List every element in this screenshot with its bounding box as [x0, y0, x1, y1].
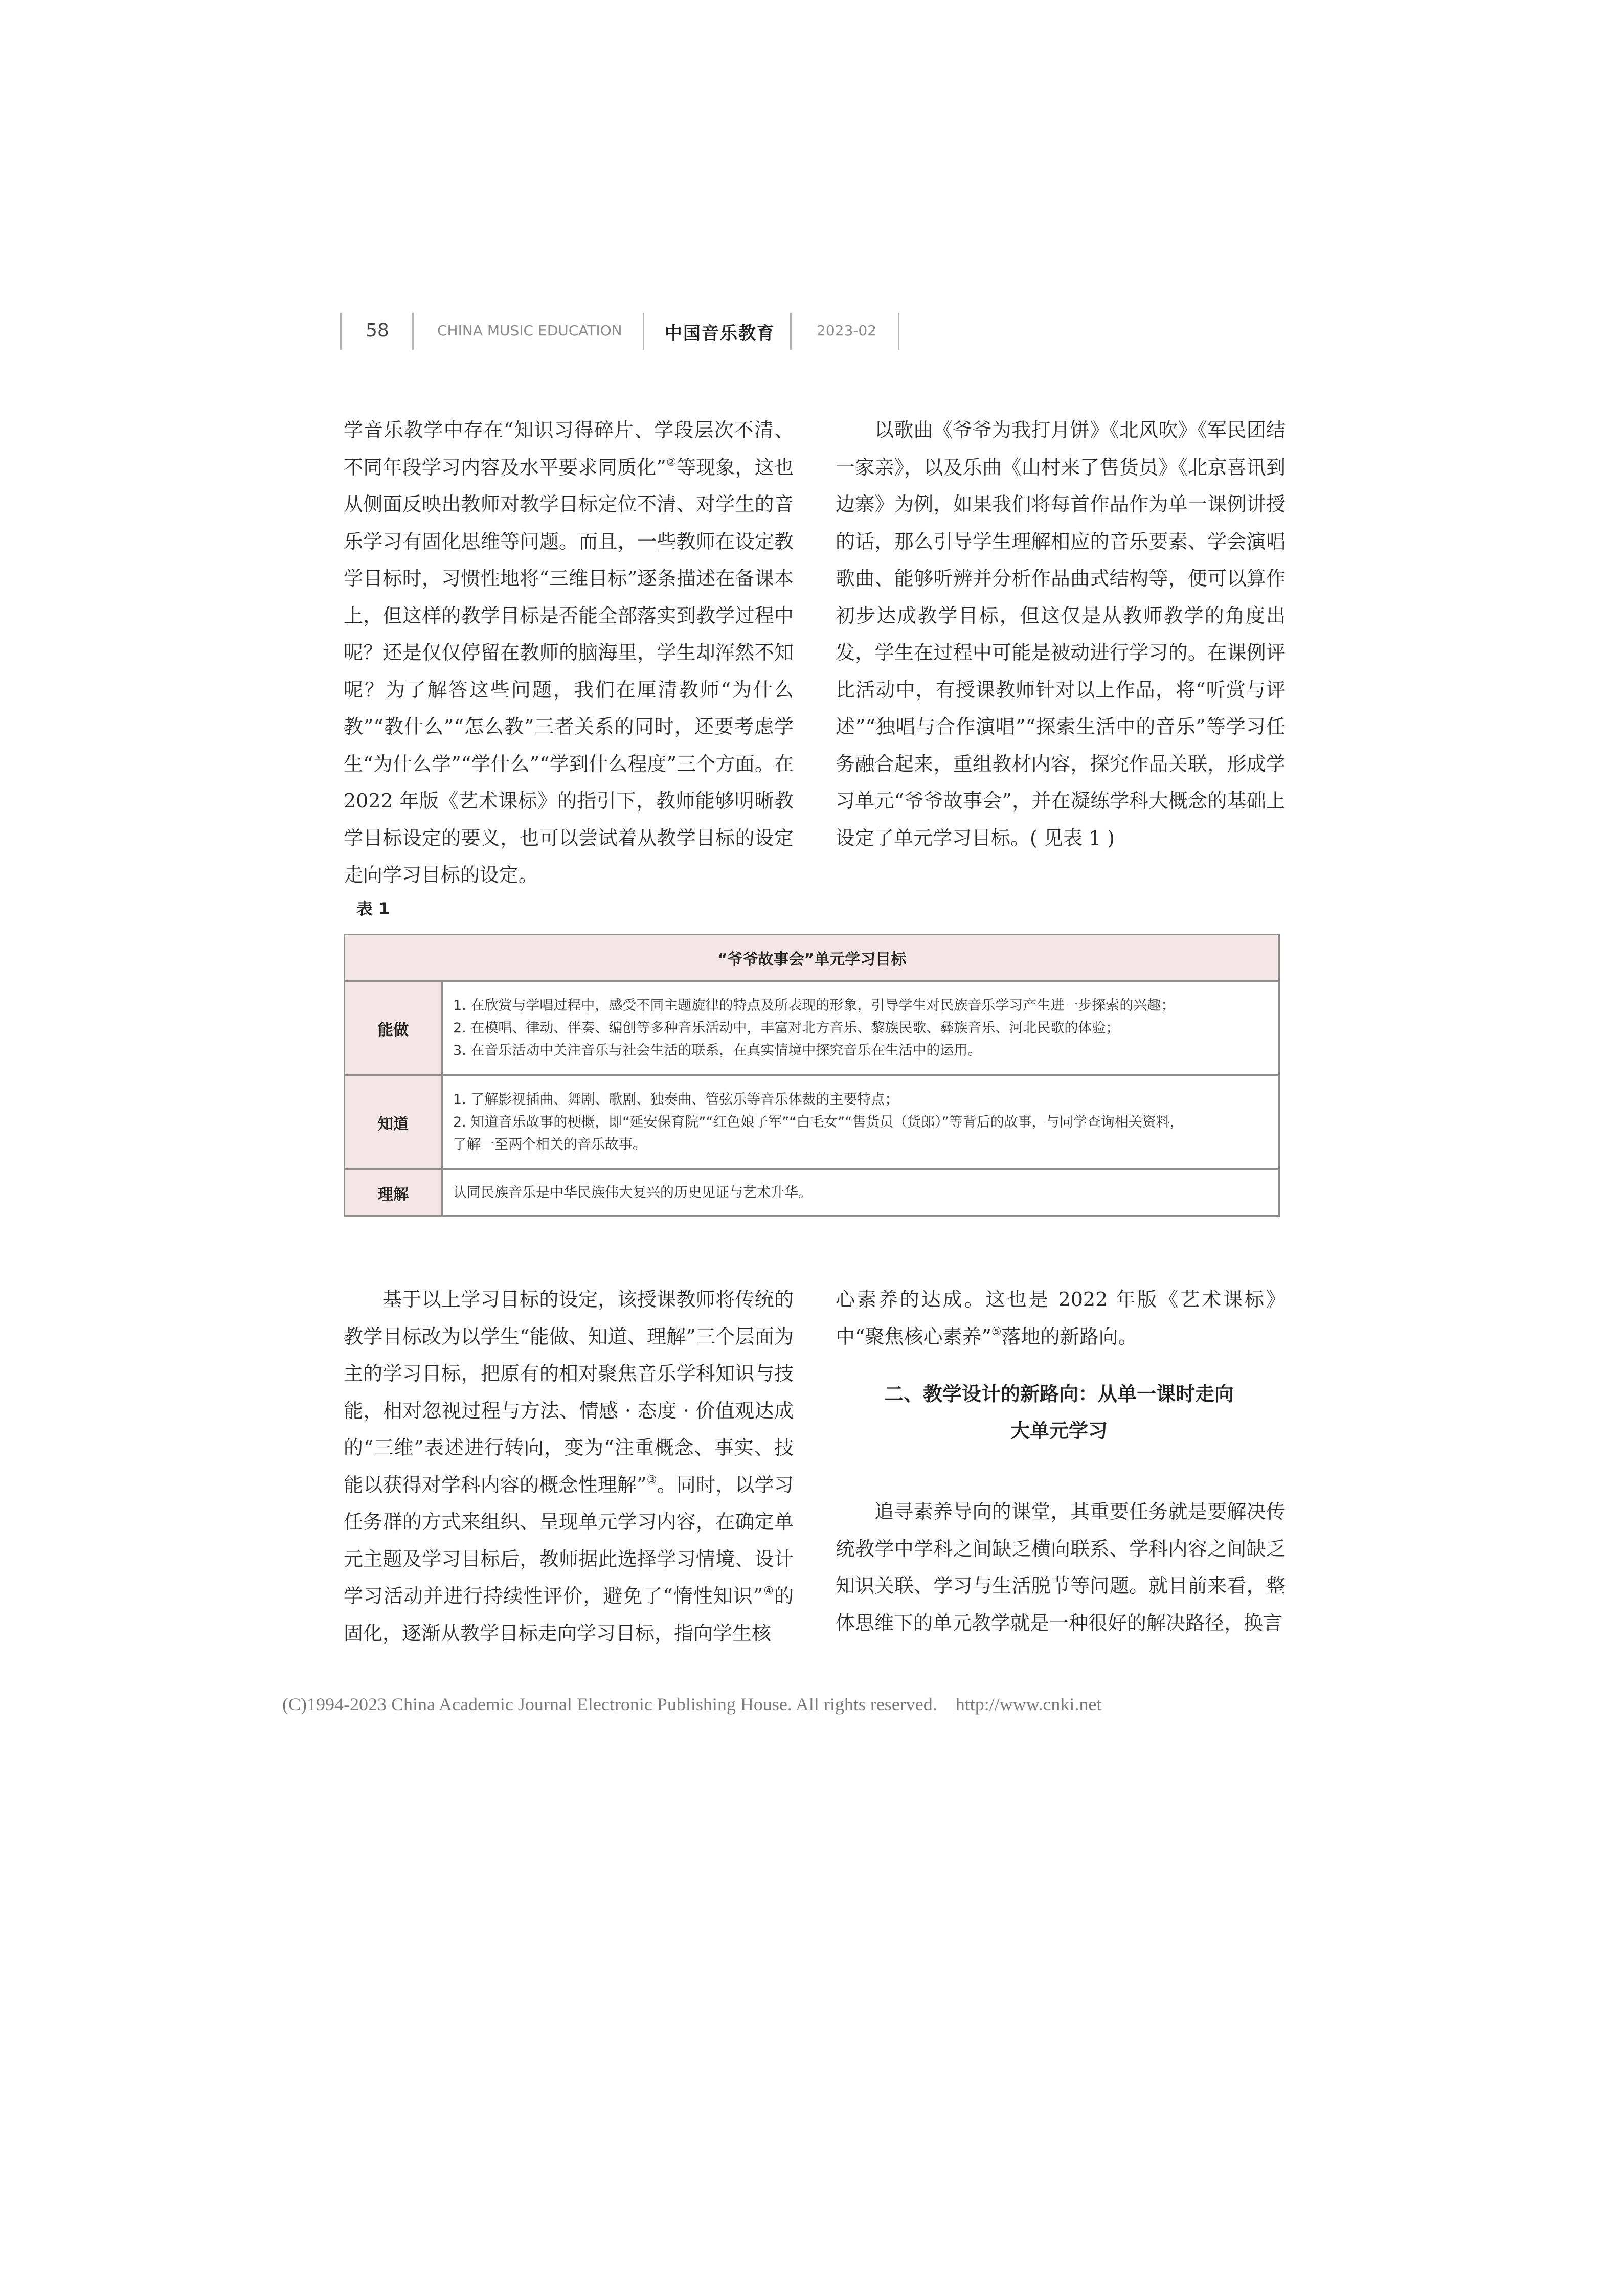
row-key: 理解 [345, 1169, 442, 1217]
header-divider [412, 313, 414, 350]
table-row [345, 1169, 1279, 1217]
footnote-ref: ⑤ [991, 1325, 1002, 1338]
issue-date: 2023-02 [817, 322, 876, 339]
top-left-column [344, 412, 794, 894]
header-divider [340, 313, 342, 350]
paragraph: 基于以上学习目标的设定，该授课教师将传统的教学目标改为以学生“能做、知道、理解”三个层面为主的学习目标，把原有的相对聚焦音乐学科知识与技能，相对忽视过程与方法、情感 · 态度 · 价值观达成的“三维”表述进行转向，变为“注重概念、事实、技能以获得对学科内容的概念性理解”③。同时，以学习任务群的方式来组织、呈现单元学习内容，在确定单元主题及学习目标后，教师据此选择学习情境、设计学习活动并进行持续性评价，避免了“惰性知识”④的固化，逐渐从教学目标走向学习目标，指向学生核 [344, 1288, 794, 1645]
bottom-right-column-top [836, 1281, 1286, 1355]
paragraph: 以歌曲《爷爷为我打月饼》《北风吹》《军民团结一家亲》，以及乐曲《山村来了售货员》《北京喜讯到边寨》为例，如果我们将每首作品作为单一课例讲授的话，那么引导学生理解相应的音乐要素、学会演唱歌曲、能够听辨并分析作品曲式结构等，便可以算作初步达成教学目标，但这仅是从教师教学的角度出发，学生在过程中可能是被动进行学习的。在课例评比活动中，有授课教师针对以上作品，将“听赏与评述”“独唱与合作演唱”“探索生活中的音乐”等学习任务融合起来，重组教材内容，探究作品关联，形成学习单元“爷爷故事会”，并在凝练学科大概念的基础上设定了单元学习目标。( 见表 1 ) [836, 419, 1286, 849]
table-header-row [345, 935, 1279, 981]
header-divider [643, 313, 644, 350]
learning-goals-table [344, 934, 1280, 1217]
paragraph: 心素养的达成。这也是 2022 年版《艺术课标》中“聚焦核心素养”⑤落地的新路向。 [836, 1288, 1286, 1348]
goal-item: 1. 在欣赏与学唱过程中，感受不同主题旋律的特点及所表现的形象，引导学生对民族音乐学习产生进一步探索的兴趣； [453, 997, 1175, 1014]
footnote-ref: ④ [763, 1585, 774, 1597]
header-divider [898, 313, 899, 350]
row-content [442, 1169, 1279, 1217]
goal-item: 认同民族音乐是中华民族伟大复兴的历史见证与艺术升华。 [453, 1184, 812, 1201]
header-divider [790, 313, 792, 350]
table-row [345, 981, 1279, 1075]
goal-item: 2. 知道音乐故事的梗概，即“延安保育院”“红色娘子军”“白毛女”“售货员（货郎）”等背后的故事，与同学查询相关资料， [453, 1114, 1184, 1130]
footer-url: http://www.cnki.net [955, 1694, 1102, 1715]
paragraph: 学音乐教学中存在“知识习得碎片、学段层次不清、不同年段学习内容及水平要求同质化”②等现象，这也从侧面反映出教师对教学目标定位不清、对学生的音乐学习有固化思维等问题。而且，一些教师在设定教学目标时，习惯性地将“三维目标”逐条描述在备课本上，但这样的教学目标是否能全部落实到教学过程中呢？还是仅仅停留在教师的脑海里，学生却浑然不知呢？为了解答这些问题，我们在厘清教师“为什么教”“教什么”“怎么教”三者关系的同时，还要考虑学生“为什么学”“学什么”“学到什么程度”三个方面。在 2022 年版《艺术课标》的指引下，教师能够明晰教学目标设定的要义，也可以尝试着从教学目标的设定走向学习目标的设定。 [344, 419, 794, 886]
table-caption: “爷爷故事会”单元学习目标 [345, 935, 1279, 981]
paragraph: 追寻素养导向的课堂，其重要任务就是要解决传统教学中学科之间缺乏横向联系、学科内容之间缺乏知识关联、学习与生活脱节等问题。就目前来看，整体思维下的单元教学就是一种很好的解决路径，换言 [836, 1500, 1286, 1634]
row-key: 能做 [345, 981, 442, 1075]
goal-item: 3. 在音乐活动中关注音乐与社会生活的联系，在真实情境中探究音乐在生活中的运用。 [453, 1042, 982, 1059]
table-row [345, 1075, 1279, 1169]
bottom-left-column [344, 1281, 794, 1652]
bottom-right-column-bottom [836, 1493, 1286, 1641]
row-key: 知道 [345, 1075, 442, 1169]
journal-name-en: CHINA MUSIC EDUCATION [437, 322, 622, 339]
goal-item: 了解一至两个相关的音乐故事。 [453, 1136, 646, 1153]
section-heading: 二、教学设计的新路向：从单一课时走向 大单元学习 [884, 1383, 1234, 1442]
running-header [0, 313, 1623, 359]
journal-logo: 中国音乐教育 [665, 323, 775, 344]
copyright-footer: (C)1994-2023 China Academic Journal Electronic Publishing House. All rights reserved. http://www.cnki.net [282, 1694, 1102, 1715]
row-content [442, 1075, 1279, 1169]
goal-item: 2. 在模唱、律动、伴奏、编创等多种音乐活动中，丰富对北方音乐、黎族民歌、彝族音乐、河北民歌的体验； [453, 1020, 1120, 1036]
row-content [442, 981, 1279, 1075]
table-label: 表 1 [356, 899, 390, 918]
page-number: 58 [366, 320, 389, 341]
footnote-ref: ③ [646, 1473, 657, 1487]
top-right-column [836, 412, 1286, 857]
footnote-ref: ② [666, 456, 677, 469]
goal-item: 1. 了解影视插曲、舞剧、歌剧、独奏曲、管弦乐等音乐体裁的主要特点； [453, 1091, 899, 1108]
